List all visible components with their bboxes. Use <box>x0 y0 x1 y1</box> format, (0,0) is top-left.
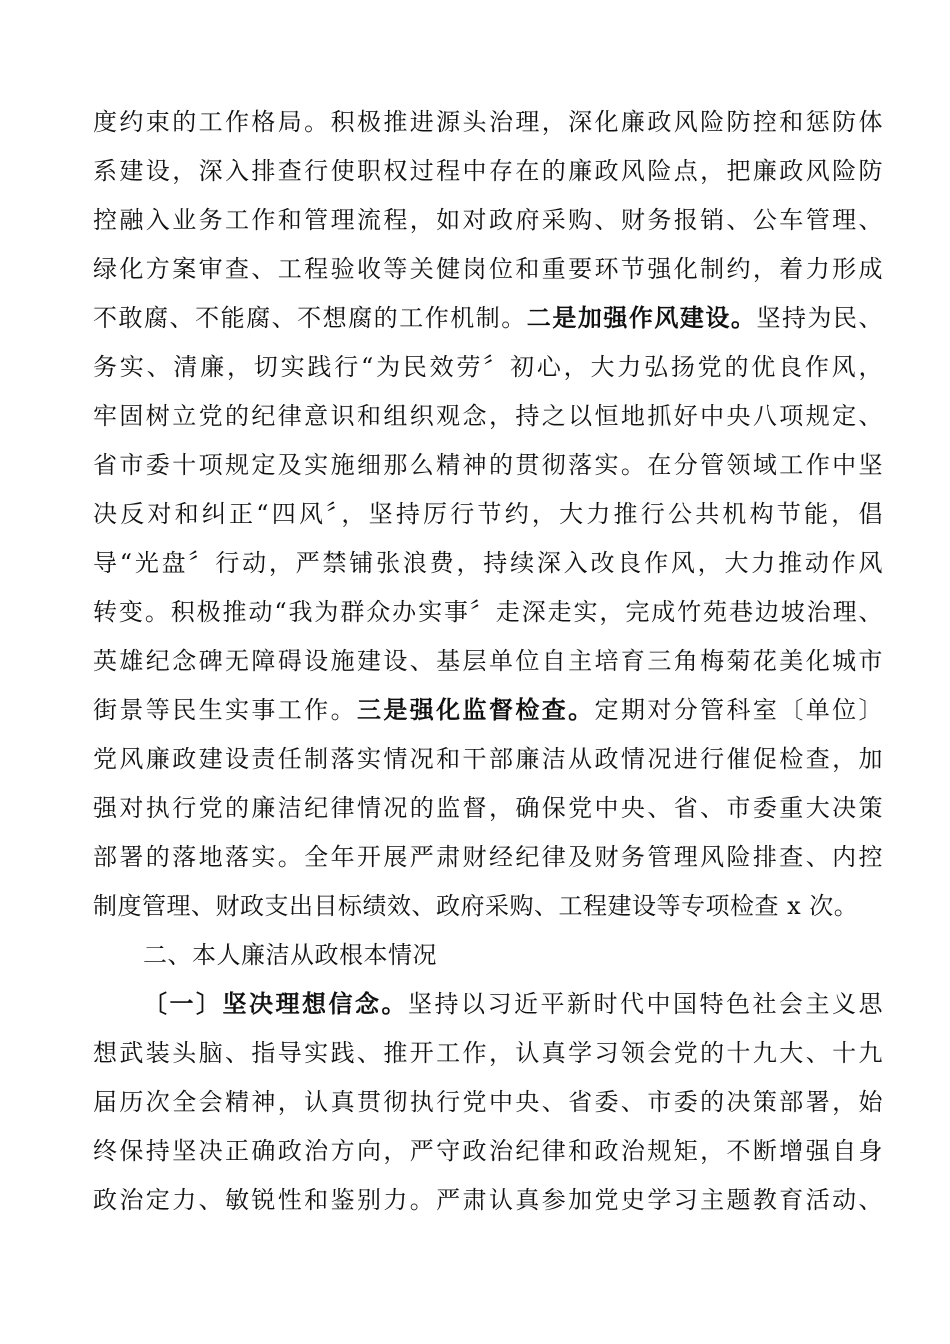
text-line-7: 牢固树立党的纪律意识和组织观念，持之以恒地抓好中央八项规定、 <box>93 402 883 430</box>
text-line-6: 务实、清廉，切实践行“为民效劳〞初心，大力弘扬党的优良作风， <box>93 353 883 381</box>
bold-heading-2: 二是加强作风建设。 <box>526 303 757 332</box>
text-line-5: 不敢腐、不能腐、不想腐的工作机制。二是加强作风建设。坚持为民、 <box>93 303 883 332</box>
text-line-20: 想武装头脑、指导实践、推开工作，认真学习领会党的十九大、十九 <box>93 1039 883 1067</box>
text-line-8: 省市委十项规定及实施细那么精神的贯彻落实。在分管领域工作中坚 <box>93 451 883 479</box>
text-line-21: 届历次全会精神，认真贯彻执行党中央、省委、市委的决策部署，始 <box>93 1088 883 1116</box>
subsection-title: 〔一〕坚决理想信念。 <box>143 989 408 1018</box>
text-line-12: 英雄纪念碑无障碍设施建设、基层单位自主培育三角梅菊花美化城市 <box>93 647 883 675</box>
text-line-9: 决反对和纠正“四风〞，坚持厉行节约，大力推行公共机构节能，倡 <box>93 500 883 528</box>
bold-heading-3: 三是强化监督检查。 <box>356 695 595 724</box>
text-line-11: 转变。积极推动“我为群众办实事〞走深走实，完成竹苑巷边坡治理、 <box>93 598 883 626</box>
section-heading: 二、本人廉洁从政根本情况 <box>143 941 437 969</box>
text-line-16: 部署的落地落实。全年开展严肃财经纪律及财务管理风险排查、内控 <box>93 843 883 871</box>
text-line-14: 党风廉政建设责任制落实情况和干部廉洁从政情况进行催促检查，加 <box>93 745 883 773</box>
text-line-3: 控融入业务工作和管理流程，如对政府采购、财务报销、公车管理、 <box>93 206 883 234</box>
text-line-1: 度约束的工作格局。积极推进源头治理，深化廉政风险防控和惩防体 <box>93 108 883 136</box>
text-line-22: 终保持坚决正确政治方向，严守政治纪律和政治规矩，不断增强自身 <box>93 1137 883 1165</box>
text-line-17: 制度管理、财政支出目标绩效、政府采购、工程建设等专项检查 x 次。 <box>93 892 859 920</box>
text-line-2: 系建设，深入排查行使职权过程中存在的廉政风险点，把廉政风险防 <box>93 157 883 185</box>
text-line-13: 街景等民生实事工作。三是强化监督检查。定期对分管科室〔单位〕 <box>93 695 883 724</box>
text-line-10: 导“光盘〞行动，严禁铺张浪费，持续深入改良作风，大力推动作风 <box>93 549 883 577</box>
text-line-23: 政治定力、敏锐性和鉴别力。严肃认真参加党史学习主题教育活动、 <box>93 1186 883 1214</box>
text-line-19: 〔一〕坚决理想信念。坚持以习近平新时代中国特色社会主义思 <box>143 989 883 1018</box>
text-line-15: 强对执行党的廉洁纪律情况的监督，确保党中央、省、市委重大决策 <box>93 794 883 822</box>
text-line-4: 绿化方案审查、工程验收等关健岗位和重要环节强化制约，着力形成 <box>93 255 883 283</box>
